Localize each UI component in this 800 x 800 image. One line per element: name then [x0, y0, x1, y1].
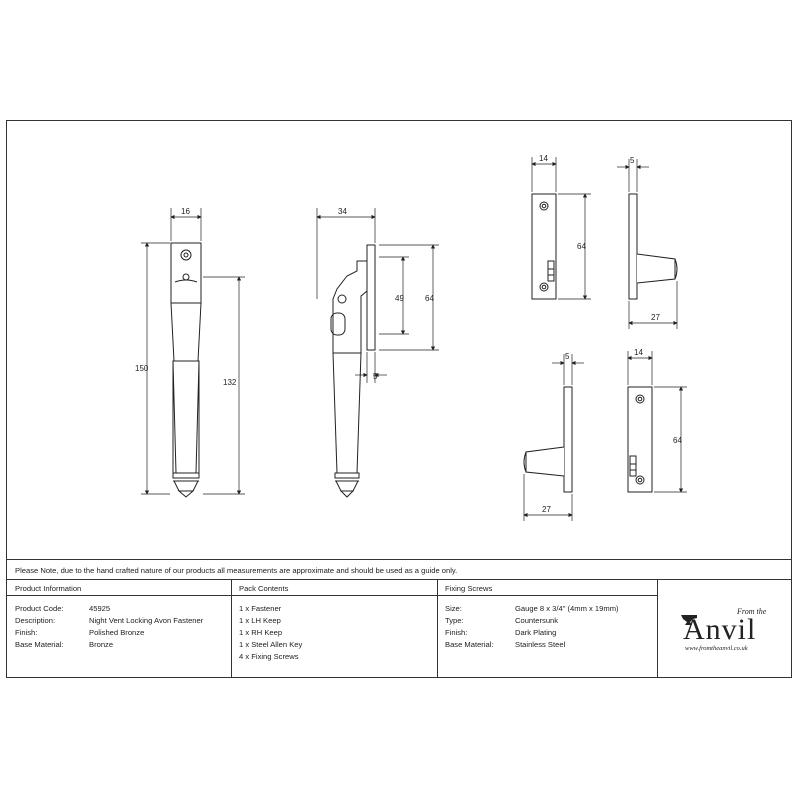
- pack-item: 1 x LH Keep: [239, 616, 281, 625]
- pack-contents-title: Pack Contents: [239, 584, 289, 593]
- keep-d-front: [628, 387, 652, 492]
- measurement-note: Please Note, due to the hand crafted nature of our products all measurements are approximate and should be used as a guide only.: [15, 566, 458, 575]
- product-code-label: Product Code:: [15, 604, 64, 613]
- dim-keep-c-depth: 27: [542, 505, 551, 514]
- finish-value: Polished Bronze: [89, 628, 145, 637]
- description-label: Description:: [15, 616, 56, 625]
- dim-front-height-body: 132: [223, 378, 237, 387]
- dim-front-width: 16: [181, 207, 190, 216]
- screw-material-label: Base Material:: [445, 640, 494, 649]
- table-divider-2: [437, 579, 438, 678]
- pack-contents-section: [239, 584, 435, 674]
- anvil-logo: [675, 605, 775, 655]
- table-divider-3: [657, 579, 658, 678]
- description-value: Night Vent Locking Avon Fastener: [89, 616, 204, 625]
- dim-side-depth: 34: [338, 207, 347, 216]
- dim-side-slot: 49: [395, 294, 404, 303]
- logo-from-text: From the: [737, 607, 767, 616]
- product-code-value: 45925: [89, 604, 111, 613]
- pack-item: 1 x Steel Allen Key: [239, 640, 303, 649]
- front-view: [171, 243, 201, 497]
- screw-size-label: Size:: [445, 604, 462, 613]
- base-material-label: Base Material:: [15, 640, 64, 649]
- screw-finish-value: Dark Plating: [515, 628, 557, 637]
- table-divider-1: [231, 579, 232, 678]
- keep-b-dimensions: [617, 159, 677, 329]
- dim-keep-b-depth: 27: [651, 313, 660, 322]
- dim-side-plate-thickness: 5: [373, 372, 378, 381]
- drawing-sheet: [6, 120, 792, 678]
- dim-keep-a-height: 64: [577, 242, 586, 251]
- dim-keep-a-width: 14: [539, 154, 548, 163]
- screw-type-label: Type:: [445, 616, 464, 625]
- dim-side-plate: 64: [425, 294, 434, 303]
- logo-website: www.fromtheanvil.co.uk: [685, 645, 748, 652]
- screw-size-value: Gauge 8 x 3/4" (4mm x 19mm): [515, 604, 619, 613]
- screw-finish-label: Finish:: [445, 628, 468, 637]
- pack-item: 1 x RH Keep: [239, 628, 283, 637]
- fixing-screws-section: [445, 584, 655, 674]
- keep-c-side: [524, 387, 572, 492]
- dim-keep-b-thickness: 5: [630, 156, 635, 165]
- product-information-title: Product Information: [15, 584, 82, 593]
- product-information-section: [15, 584, 229, 674]
- logo-brand-text: Anvil: [683, 613, 757, 646]
- dim-front-height-total: 150: [135, 364, 149, 373]
- dim-keep-d-width: 14: [634, 348, 643, 357]
- keep-c-dimensions: [524, 354, 584, 521]
- table-top-border: [7, 579, 791, 580]
- pack-item: 1 x Fastener: [239, 604, 282, 613]
- screw-material-value: Stainless Steel: [515, 640, 566, 649]
- dim-keep-c-thickness: 5: [565, 352, 570, 361]
- dim-keep-d-height: 64: [673, 436, 682, 445]
- fixing-screws-title: Fixing Screws: [445, 584, 493, 593]
- note-divider: [7, 559, 791, 560]
- side-view: [331, 245, 375, 497]
- finish-label: Finish:: [15, 628, 38, 637]
- pack-item: 4 x Fixing Screws: [239, 652, 299, 661]
- keep-b-side: [629, 194, 677, 299]
- screw-type-value: Countersunk: [515, 616, 559, 625]
- base-material-value: Bronze: [89, 640, 114, 649]
- keep-a-front: [532, 194, 556, 299]
- technical-drawing: [7, 121, 791, 561]
